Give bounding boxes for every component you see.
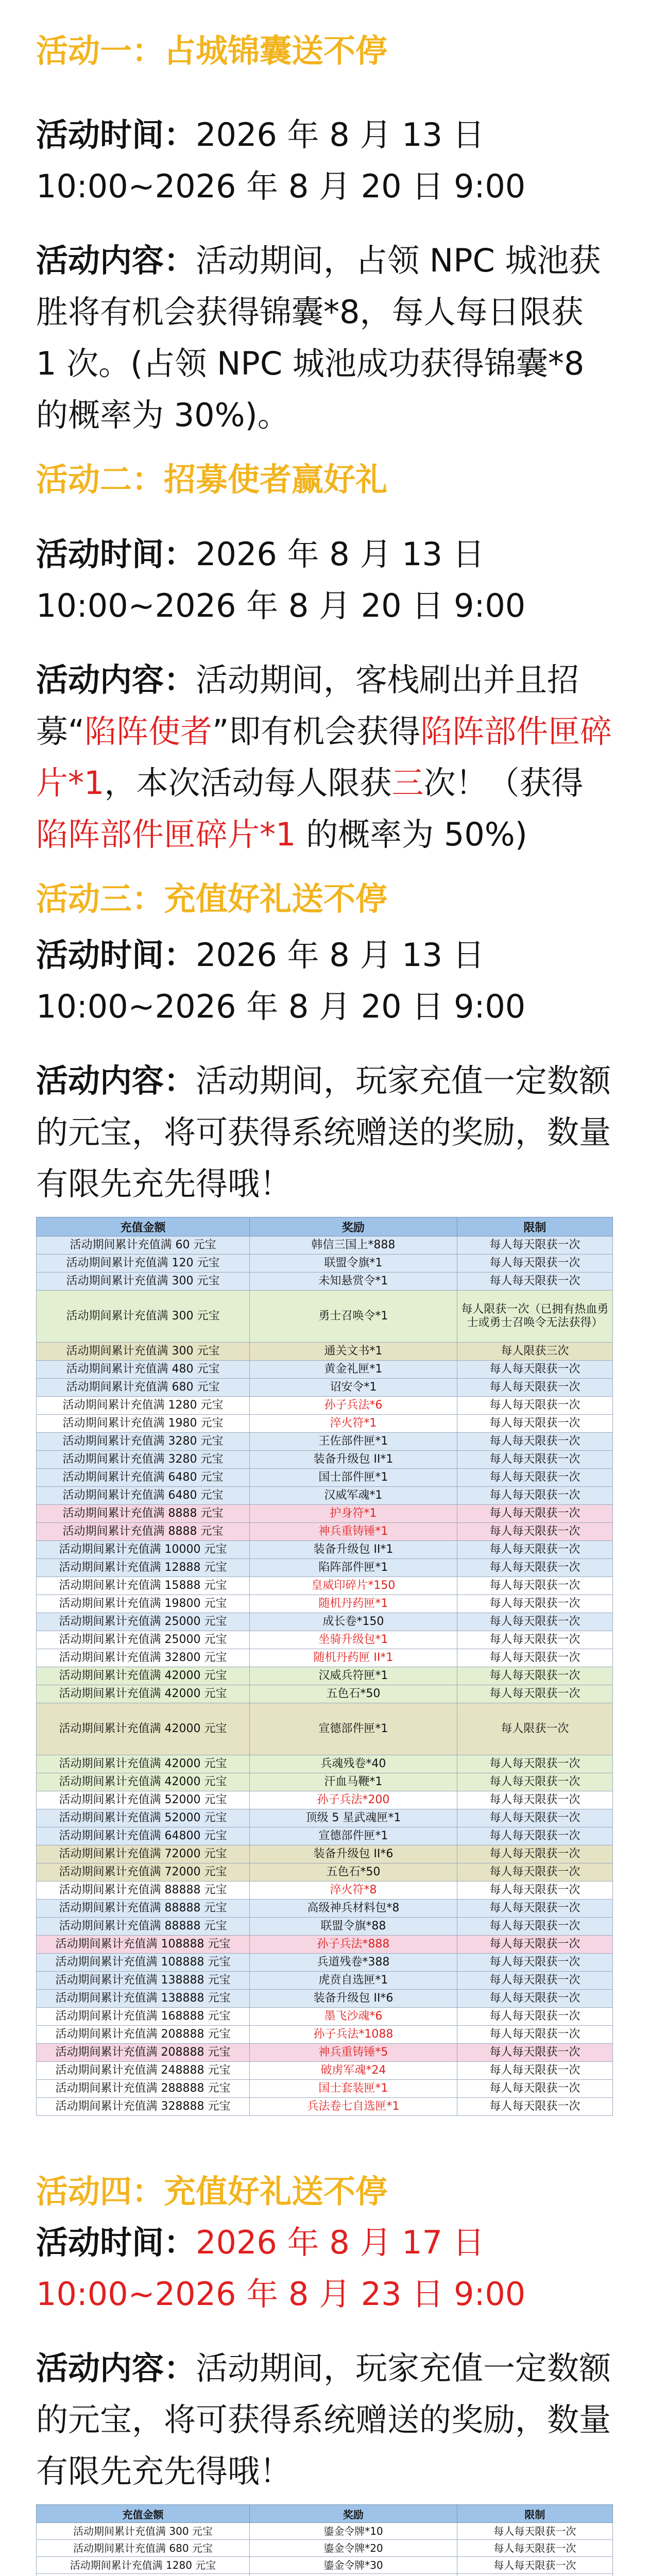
content-text: 次！（获得 [423,764,584,802]
cell-reward: 兵魂残卷*40 [250,1755,457,1773]
content-label: 活动内容： [36,1062,196,1099]
time-value: 2026 年 8 月 13 日 10:00~2026 年 8 月 20 日 9:00 [36,116,526,205]
table-row [37,1649,613,1667]
cell-amount: 活动期间累计充值满 52000 元宝 [37,1791,250,1809]
content-text: 活动期间，客栈刷出并且招募“ [36,661,579,750]
table-row [37,1990,613,2008]
cell-limit: 每人每天限获一次 [457,1667,612,1685]
cell-amount: 活动期间累计充值满 42000 元宝 [37,1755,250,1773]
cell-limit: 每人每天限获一次 [457,1541,612,1559]
cell-reward: 皇威印碎片*150 [250,1577,457,1595]
content-value: 活动期间，玩家充值一定数额的元宝，将可获得系统赠送的奖励，数量有限先充先得哦！ [36,1062,611,1202]
table-row [37,1845,613,1863]
cell-limit: 每人每天限获一次 [457,2044,612,2062]
table-row [37,2008,613,2026]
cell-amount: 活动期间累计充值满 25000 元宝 [37,1613,250,1631]
cell-reward: 随机丹药匣*1 [250,1595,457,1613]
table-row [37,1236,613,1255]
reward-table-4-body [37,2523,613,2576]
table-row [37,1379,613,1397]
table-row [37,1863,613,1882]
cell-limit: 每人限获一次（已拥有热血勇士或勇士召唤令无法获得） [457,1291,612,1343]
cell-reward: 护身符*1 [250,1505,457,1523]
table-row [37,1918,613,1936]
cell-limit: 每人每天限获一次 [457,1809,612,1827]
table-row [37,1523,613,1541]
cell-reward [250,2574,457,2576]
cell-amount: 活动期间累计充值满 64800 元宝 [37,1827,250,1845]
cell-limit: 每人每天限获一次 [457,2098,612,2116]
cell-amount: 活动期间累计充值满 42000 元宝 [37,1703,250,1755]
cell-amount: 活动期间累计充值满 1280 元宝 [37,2557,250,2574]
reward-table-3-body [37,1236,613,2116]
reward-table-4 [36,2504,613,2576]
cell-reward: 鎏金令牌*10 [250,2523,457,2540]
cell-limit: 每人每天限获一次 [457,1469,612,1487]
cell-reward: 神兵重铸锤*1 [250,1523,457,1541]
cell-amount: 活动期间累计充值满 300 元宝 [37,2523,250,2540]
cell-amount: 活动期间累计充值满 8888 元宝 [37,1523,250,1541]
cell-limit: 每人每天限获一次 [457,1972,612,1990]
cell-amount: 活动期间累计充值满 138888 元宝 [37,1972,250,1990]
cell-amount: 活动期间累计充值满 60 元宝 [37,1236,250,1255]
table-row [37,1361,613,1379]
content-highlight: 三 [391,764,424,802]
time-label: 活动时间： [36,535,196,573]
cell-reward: 孙子兵法*888 [250,1936,457,1954]
table-row [37,1397,613,1415]
table-header-row [37,2505,613,2523]
content-text: ”即有机会获得 [212,713,421,750]
cell-limit: 每人每天限获一次 [457,1559,612,1577]
cell-amount: 活动期间累计充值满 208888 元宝 [37,2044,250,2062]
table-header-row [37,1217,613,1236]
cell-amount: 活动期间累计充值满 15888 元宝 [37,1577,250,1595]
table-row [37,1559,613,1577]
cell-amount: 活动期间累计充值满 168888 元宝 [37,2008,250,2026]
cell-reward: 坐骑升级包*1 [250,1631,457,1649]
content-value: 活动期间，占领 NPC 城池获胜将有机会获得锦囊*8，每人每日限获 1 次。(占领 NPC 城池成功获得锦囊*8 的概率为 30%)。 [36,242,601,434]
content-highlight: 陷阵使者 [84,713,213,750]
cell-limit [457,2574,612,2576]
cell-reward: 诏安令*1 [250,1379,457,1397]
header-limit: 限制 [457,1217,612,1236]
cell-amount: 活动期间累计充值满 300 元宝 [37,1273,250,1291]
table-row [37,1827,613,1845]
cell-reward: 宣德部件匣*1 [250,1703,457,1755]
cell-amount: 活动期间累计充值满 12888 元宝 [37,1559,250,1577]
cell-limit: 每人限获三次 [457,1343,612,1361]
cell-limit: 每人每天限获一次 [457,1773,612,1791]
cell-amount: 活动期间累计充值满 88888 元宝 [37,1900,250,1918]
cell-reward: 未知悬赏令*1 [250,1273,457,1291]
cell-limit: 每人每天限获一次 [457,1273,612,1291]
cell-amount: 活动期间累计充值满 108888 元宝 [37,1954,250,1972]
cell-amount: 活动期间累计充值满 25000 元宝 [37,1631,250,1649]
table-row [37,1415,613,1433]
cell-reward: 装备升级包 II*1 [250,1451,457,1469]
table-row [37,1755,613,1773]
section-3 [0,860,649,2116]
section-4-content [36,2343,613,2497]
cell-reward: 汗血马鞭*1 [250,1773,457,1791]
cell-reward: 五色石*50 [250,1685,457,1703]
cell-limit: 每人每天限获一次 [457,1236,612,1255]
table-row [37,1809,613,1827]
table-row [37,2026,613,2044]
cell-amount: 活动期间累计充值满 32800 元宝 [37,1649,250,1667]
section-3-time [36,929,613,1032]
cell-limit: 每人每天限获一次 [457,1882,612,1900]
table-row [37,1451,613,1469]
cell-amount: 活动期间累计充值满 480 元宝 [37,1361,250,1379]
cell-amount: 活动期间累计充值满 120 元宝 [37,1255,250,1273]
time-value: 2026 年 8 月 17 日 10:00~2026 年 8 月 23 日 9:00 [36,2224,526,2313]
section-1-time [36,109,613,212]
cell-limit: 每人每天限获一次 [457,2557,612,2574]
cell-limit: 每人每天限获一次 [457,1685,612,1703]
cell-limit: 每人每天限获一次 [457,1827,612,1845]
content-label: 活动内容： [36,2349,196,2387]
table-row [37,2080,613,2098]
table-row [37,1773,613,1791]
section-4-table-wrap [36,2504,613,2576]
header-reward: 奖励 [250,1217,457,1236]
cell-amount: 活动期间累计充值满 1280 元宝 [37,1397,250,1415]
cell-amount: 活动期间累计充值满 680 元宝 [37,2540,250,2557]
cell-limit: 每人每天限获一次 [457,1631,612,1649]
cell-limit: 每人每天限获一次 [457,1990,612,2008]
time-label: 活动时间： [36,936,196,974]
cell-limit: 每人每天限获一次 [457,2026,612,2044]
table-row [37,2574,613,2576]
table-row [37,1291,613,1343]
cell-limit: 每人每天限获一次 [457,1900,612,1918]
cell-reward: 宣德部件匣*1 [250,1827,457,1845]
cell-reward: 五色石*50 [250,1863,457,1882]
cell-reward: 国士部件匣*1 [250,1469,457,1487]
section-3-table-wrap [36,1217,613,2116]
time-value: 2026 年 8 月 13 日 10:00~2026 年 8 月 20 日 9:00 [36,535,526,624]
cell-amount: 活动期间累计充值满 300 元宝 [37,1343,250,1361]
cell-limit: 每人每天限获一次 [457,1451,612,1469]
cell-reward: 孙子兵法*1088 [250,2026,457,2044]
cell-limit: 每人每天限获一次 [457,1649,612,1667]
cell-limit: 每人每天限获一次 [457,1863,612,1882]
cell-amount: 活动期间累计充值满 42000 元宝 [37,1667,250,1685]
cell-amount: 活动期间累计充值满 6480 元宝 [37,1469,250,1487]
table-row [37,1631,613,1649]
cell-limit: 每人每天限获一次 [457,1361,612,1379]
table-row [37,1954,613,1972]
cell-reward: 孙子兵法*6 [250,1397,457,1415]
table-row [37,2540,613,2557]
cell-limit: 每人每天限获一次 [457,2062,612,2080]
table-row [37,1541,613,1559]
table-row [37,1343,613,1361]
cell-amount: 活动期间累计充值满 72000 元宝 [37,1863,250,1882]
cell-amount: 活动期间累计充值满 328888 元宝 [37,2098,250,2116]
cell-reward: 韩信三国上*888 [250,1236,457,1255]
section-1-title: 活动一：占城锦囊送不停 [36,32,388,70]
header-amount: 充值金额 [37,1217,250,1236]
section-3-title: 活动三：充值好礼送不停 [36,880,388,918]
cell-reward: 黄金礼匣*1 [250,1361,457,1379]
cell-reward: 王佐部件匣*1 [250,1433,457,1451]
reward-table-3 [36,1217,613,2116]
table-row [37,1273,613,1291]
cell-reward: 神兵重铸锤*5 [250,2044,457,2062]
table-row [37,1577,613,1595]
section-2-title: 活动二：招募使者赢好礼 [36,461,388,498]
cell-limit: 每人每天限获一次 [457,1954,612,1972]
cell-reward: 联盟令旗*1 [250,1255,457,1273]
section-2 [0,441,649,860]
section-4-title: 活动四：充值好礼送不停 [36,2173,388,2210]
cell-limit: 每人每天限获一次 [457,1791,612,1809]
table-row [37,1667,613,1685]
cell-reward: 鎏金令牌*30 [250,2557,457,2574]
cell-reward: 随机丹药匣 II*1 [250,1649,457,1667]
cell-reward: 勇士召唤令*1 [250,1291,457,1343]
content-value: 活动期间，玩家充值一定数额的元宝，将可获得系统赠送的奖励，数量有限先充先得哦！ [36,2349,611,2490]
cell-reward: 墨飞沙魂*6 [250,2008,457,2026]
cell-limit: 每人每天限获一次 [457,2080,612,2098]
content-label: 活动内容： [36,661,196,699]
table-row [37,1595,613,1613]
cell-amount: 活动期间累计充值满 19800 元宝 [37,1595,250,1613]
section-2-time [36,529,613,632]
table-row [37,1685,613,1703]
table-row [37,1900,613,1918]
cell-limit: 每人每天限获一次 [457,1379,612,1397]
cell-amount: 活动期间累计充值满 72000 元宝 [37,1845,250,1863]
cell-limit: 每人每天限获一次 [457,1487,612,1505]
cell-limit: 每人每天限获一次 [457,1505,612,1523]
header-amount: 充值金额 [37,2505,250,2523]
time-label: 活动时间： [36,2224,196,2261]
cell-reward: 联盟令旗*88 [250,1918,457,1936]
cell-amount: 活动期间累计充值满 680 元宝 [37,1379,250,1397]
cell-reward: 高级神兵材料包*8 [250,1900,457,1918]
content-highlight: 陷阵部件匣碎片*1 [36,816,296,853]
cell-limit: 每人每天限获一次 [457,1613,612,1631]
table-row [37,1972,613,1990]
cell-reward: 孙子兵法*200 [250,1791,457,1809]
header-reward: 奖励 [250,2505,457,2523]
cell-amount: 活动期间累计充值满 8888 元宝 [37,1505,250,1523]
time-value: 2026 年 8 月 13 日 10:00~2026 年 8 月 20 日 9:00 [36,936,526,1025]
cell-limit: 每人每天限获一次 [457,1523,612,1541]
cell-reward: 陷阵部件匣*1 [250,1559,457,1577]
cell-amount: 活动期间累计充值满 88888 元宝 [37,1918,250,1936]
cell-limit: 每人每天限获一次 [457,2008,612,2026]
cell-amount: 活动期间累计充值满 6480 元宝 [37,1487,250,1505]
cell-amount: 活动期间累计充值满 300 元宝 [37,1291,250,1343]
cell-amount: 活动期间累计充值满 288888 元宝 [37,2080,250,2098]
cell-reward: 淬火符*8 [250,1882,457,1900]
section-1 [0,0,649,441]
table-row [37,1433,613,1451]
section-3-content [36,1055,613,1210]
table-row [37,1791,613,1809]
table-row [37,2557,613,2574]
cell-limit: 每人每天限获一次 [457,1255,612,1273]
cell-amount: 活动期间累计充值满 3280 元宝 [37,1433,250,1451]
table-row [37,1703,613,1755]
cell-reward: 国士套装匣*1 [250,2080,457,2098]
cell-limit: 每人每天限获一次 [457,1397,612,1415]
table-row [37,2062,613,2080]
cell-limit: 每人每天限获一次 [457,1415,612,1433]
cell-amount: 活动期间累计充值满 3280 元宝 [37,1451,250,1469]
cell-reward: 鎏金令牌*20 [250,2540,457,2557]
section-2-content [36,654,613,860]
cell-amount: 活动期间累计充值满 248888 元宝 [37,2062,250,2080]
table-row [37,2044,613,2062]
cell-reward: 装备升级包 II*1 [250,1541,457,1559]
cell-amount: 活动期间累计充值满 88888 元宝 [37,1882,250,1900]
cell-reward: 顶级 5 星武魂匣*1 [250,1809,457,1827]
table-row [37,1613,613,1631]
table-row [37,1469,613,1487]
cell-reward: 虎贲自选匣*1 [250,1972,457,1990]
content-text: ，本次活动每人限获 [104,764,392,802]
cell-limit: 每人每天限获一次 [457,1577,612,1595]
cell-limit: 每人每天限获一次 [457,1936,612,1954]
cell-limit: 每人每天限获一次 [457,2540,612,2557]
cell-reward: 通关文书*1 [250,1343,457,1361]
time-label: 活动时间： [36,116,196,154]
section-1-content [36,235,613,441]
table-row [37,1882,613,1900]
content-label: 活动内容： [36,242,196,279]
section-4 [0,2116,649,2576]
cell-reward: 装备升级包 II*6 [250,1845,457,1863]
cell-limit: 每人每天限获一次 [457,1595,612,1613]
table-row [37,1505,613,1523]
section-4-time [36,2217,613,2320]
cell-limit: 每人每天限获一次 [457,2523,612,2540]
table-row [37,1487,613,1505]
cell-limit: 每人每天限获一次 [457,1845,612,1863]
content-highlight: 陷阵部件匣碎片*1 [36,713,612,802]
cell-amount: 活动期间累计充值满 10000 元宝 [37,1541,250,1559]
cell-reward: 成长卷*150 [250,1613,457,1631]
cell-limit: 每人限获一次 [457,1703,612,1755]
cell-reward: 兵道残卷*388 [250,1954,457,1972]
cell-reward: 破虏军魂*24 [250,2062,457,2080]
cell-reward: 淬火符*1 [250,1415,457,1433]
header-limit: 限制 [457,2505,612,2523]
cell-reward: 兵法卷七自选匣*1 [250,2098,457,2116]
cell-amount: 活动期间累计充值满 208888 元宝 [37,2026,250,2044]
cell-amount: 活动期间累计充值满 108888 元宝 [37,1936,250,1954]
cell-amount: 活动期间累计充值满 42000 元宝 [37,1773,250,1791]
cell-limit: 每人每天限获一次 [457,1755,612,1773]
table-row [37,1936,613,1954]
cell-reward: 装备升级包 II*6 [250,1990,457,2008]
cell-reward: 汉威兵符匣*1 [250,1667,457,1685]
cell-amount: 活动期间累计充值满 52000 元宝 [37,1809,250,1827]
table-row [37,2098,613,2116]
content-text: 的概率为 50%) [296,816,527,853]
cell-amount: 活动期间累计充值满 138888 元宝 [37,1990,250,2008]
cell-amount [37,2574,250,2576]
cell-amount: 活动期间累计充值满 42000 元宝 [37,1685,250,1703]
table-row [37,1255,613,1273]
table-row [37,2523,613,2540]
cell-limit: 每人每天限获一次 [457,1918,612,1936]
cell-amount: 活动期间累计充值满 1980 元宝 [37,1415,250,1433]
cell-limit: 每人每天限获一次 [457,1433,612,1451]
cell-reward: 汉威军魂*1 [250,1487,457,1505]
